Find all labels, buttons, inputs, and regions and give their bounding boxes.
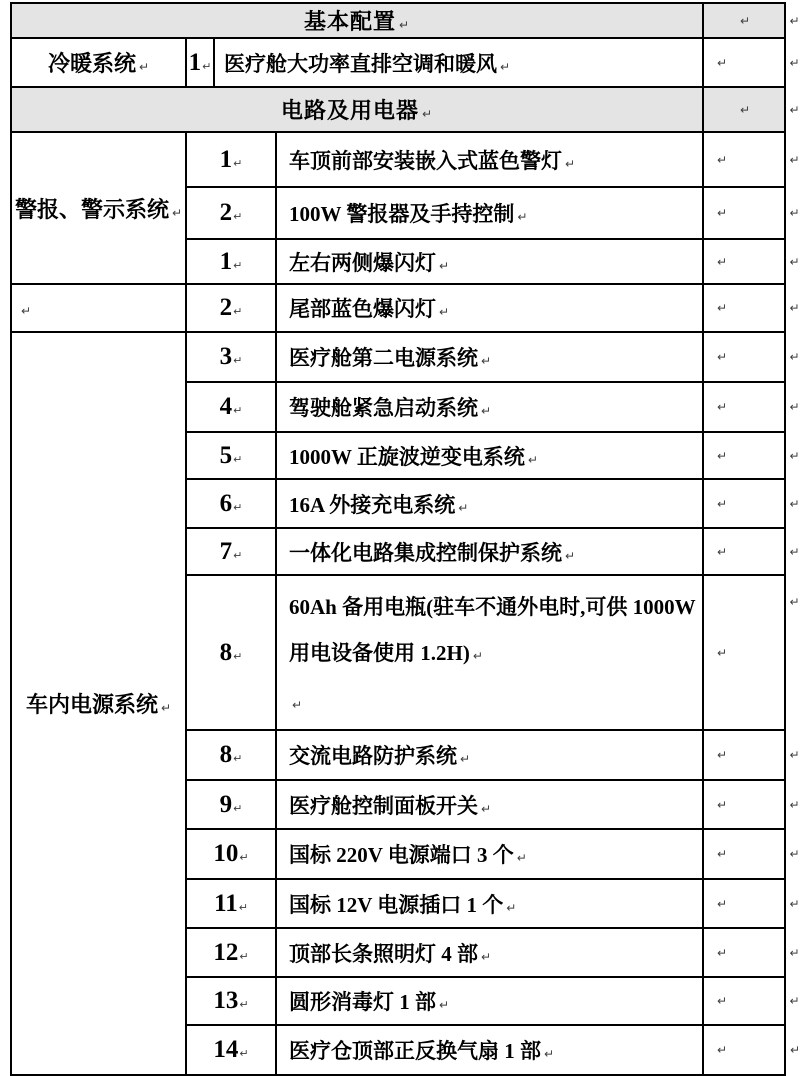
item-number: 11 [214,889,238,917]
item-number: 1 [219,247,233,275]
paragraph-mark: ↵ [789,544,800,559]
paragraph-mark: ↵ [789,301,800,315]
row-end-mark [785,332,800,382]
section-title-cell [11,87,703,132]
item-number: 9 [219,790,233,818]
row-end-mark [785,3,800,38]
paragraph-mark: ↵ [138,60,150,74]
paragraph-mark: ↵ [789,152,800,167]
paragraph-mark: ↵ [789,896,800,911]
paragraph-mark: ↵ [481,801,492,816]
paragraph-mark: ↵ [717,496,728,511]
note-cell [703,187,785,239]
paragraph-mark: ↵ [717,400,728,414]
item-desc: 顶部长条照明灯 4 部 [289,941,478,966]
category-label: 车内电源系统 [25,692,158,717]
note-cell [703,284,785,332]
item-desc-cell [276,382,703,432]
section-title-cell [11,3,703,38]
paragraph-mark: ↵ [717,1043,728,1057]
item-number-cell [186,382,276,432]
item-desc: 国标 220V 电源端口 3 个 [289,843,514,867]
note-cell [703,479,785,528]
row-end-mark [785,479,800,528]
paragraph-mark: ↵ [717,896,728,911]
item-number-cell [186,239,276,284]
item-row [11,332,800,382]
item-desc: 圆形消毒灯 1 部 [289,990,436,1014]
paragraph-mark: ↵ [233,500,243,514]
empty-paragraph [289,679,701,728]
paragraph-mark: ↵ [171,205,183,220]
paragraph-mark: ↵ [233,452,243,466]
item-number: 14 [213,1036,239,1063]
paragraph-mark: ↵ [717,152,728,167]
paragraph-mark: ↵ [565,548,576,563]
item-desc-cell [276,528,703,575]
item-desc: 一体化电路集成控制保护系统 [289,540,562,565]
item-number-cell [186,479,276,528]
item-number-cell [186,332,276,382]
paragraph-mark: ↵ [717,945,728,960]
item-desc: 尾部蓝色爆闪灯 [289,297,436,321]
category-label: 冷暖系统 [47,51,136,76]
paragraph-mark: ↵ [717,645,728,660]
configuration-table [10,2,800,1076]
item-number: 3 [219,343,233,370]
item-desc: 国标 12V 电源插口 1 个 [289,892,504,917]
paragraph-mark: ↵ [458,500,469,515]
section-extra-cell [703,3,785,38]
item-desc: 1000W 正旋波逆变电系统 [289,444,525,469]
paragraph-mark: ↵ [481,404,492,418]
paragraph-mark: ↵ [717,797,728,812]
paragraph-mark: ↵ [481,354,492,368]
item-desc-paragraph [289,584,701,679]
row-end-mark [785,382,800,432]
paragraph-mark: ↵ [460,752,471,766]
item-desc: 16A 外接充电系统 [289,492,456,517]
paragraph-mark: ↵ [789,206,800,220]
item-desc-cell [276,780,703,829]
row-end-mark [785,239,800,284]
category-cell-power [11,332,186,1075]
item-number-cell [186,730,276,780]
row-end-mark [785,928,800,977]
item-number-cell [186,928,276,977]
paragraph-mark: ↵ [717,847,728,861]
note-cell [703,879,785,928]
paragraph-mark: ↵ [789,55,800,70]
item-number-cell [186,1025,276,1075]
row-end-mark [785,528,800,575]
item-desc: 医疗舱控制面板开关 [289,793,478,818]
item-desc-cell [214,38,703,87]
item-number: 7 [219,537,233,565]
section-title: 基本配置 [303,9,396,34]
item-number-cell [186,575,276,730]
paragraph-mark: ↵ [439,258,450,273]
paragraph-mark: ↵ [789,13,800,28]
paragraph-mark: ↵ [233,752,243,765]
item-number: 8 [219,741,233,768]
note-cell [703,332,785,382]
row-end-mark [785,829,800,879]
item-desc: 左右两侧爆闪灯 [289,250,436,275]
note-cell [703,1025,785,1075]
category-label: 警报、警示系统 [14,196,169,222]
row-end-mark [785,432,800,479]
category-cell-hvac [11,38,186,87]
item-number: 8 [219,638,233,666]
paragraph-mark: ↵ [439,305,450,319]
row-end-mark [785,879,800,928]
note-cell [703,528,785,575]
paragraph-mark: ↵ [398,18,411,32]
paragraph-mark: ↵ [517,210,528,224]
item-number-cell [186,284,276,332]
paragraph-mark: ↵ [717,350,728,364]
paragraph-mark: ↵ [233,801,243,815]
item-desc-cell [276,575,703,730]
paragraph-mark: ↵ [21,304,32,318]
item-row [11,38,800,87]
paragraph-mark: ↵ [233,404,243,417]
paragraph-mark: ↵ [789,496,800,511]
item-desc-cell [276,239,703,284]
row-end-mark [785,780,800,829]
paragraph-mark: ↵ [739,13,751,28]
row-end-mark [785,730,800,780]
item-desc-cell [276,1025,703,1075]
category-cell-empty [11,284,186,332]
row-end-mark [785,187,800,239]
item-number: 4 [219,393,233,420]
item-number: 13 [213,987,239,1014]
item-desc-cell [276,730,703,780]
item-desc: 车顶前部安装嵌入式蓝色警灯 [289,148,562,173]
paragraph-mark: ↵ [292,698,303,712]
paragraph-mark: ↵ [789,994,800,1008]
paragraph-mark: ↵ [516,851,527,865]
item-number-cell [186,977,276,1025]
paragraph-mark: ↵ [717,544,728,559]
paragraph-mark: ↵ [717,748,728,762]
item-desc-cell [276,829,703,879]
paragraph-mark: ↵ [789,797,800,812]
item-number: 1 [188,48,202,76]
item-number: 2 [219,294,233,321]
item-number: 12 [213,938,239,966]
paragraph-mark: ↵ [439,998,450,1012]
note-cell [703,132,785,187]
note-cell [703,382,785,432]
item-number: 1 [219,145,233,173]
paragraph-mark: ↵ [717,448,728,463]
item-number: 5 [219,441,233,469]
section-extra-cell [703,87,785,132]
row-end-mark [785,38,800,87]
paragraph-mark: ↵ [717,301,728,315]
note-cell [703,780,785,829]
paragraph-mark: ↵ [233,305,243,318]
paragraph-mark: ↵ [233,649,243,663]
paragraph-mark: ↵ [202,59,212,73]
paragraph-mark: ↵ [789,448,800,463]
paragraph-mark: ↵ [717,994,728,1008]
item-desc-cell [276,332,703,382]
paragraph-mark: ↵ [789,102,800,117]
section-header-row [11,3,800,38]
section-header-row [11,87,800,132]
paragraph-mark: ↵ [233,210,243,223]
paragraph-mark: ↵ [789,847,800,861]
paragraph-mark: ↵ [565,156,576,171]
item-number-cell [186,829,276,879]
item-desc-cell [276,977,703,1025]
paragraph-mark: ↵ [233,258,243,272]
item-desc-cell [276,284,703,332]
item-number-cell [186,879,276,928]
paragraph-mark: ↵ [789,254,800,269]
paragraph-mark: ↵ [506,900,517,915]
paragraph-mark: ↵ [789,1043,800,1057]
item-desc-cell [276,479,703,528]
note-cell [703,38,785,87]
item-number-cell [186,187,276,239]
paragraph-mark: ↵ [233,548,243,562]
paragraph-mark: ↵ [239,949,249,963]
paragraph-mark: ↵ [481,949,492,964]
paragraph-mark: ↵ [239,1047,249,1060]
item-number: 2 [219,199,233,226]
note-cell [703,432,785,479]
note-cell [703,928,785,977]
row-end-mark [785,977,800,1025]
paragraph-mark: ↵ [472,649,483,663]
item-number-cell [186,432,276,479]
item-desc: 医疗舱大功率直排空调和暖风 [224,51,497,76]
item-desc: 医疗舱第二电源系统 [289,346,478,370]
item-desc: 100W 警报器及手持控制 [289,202,515,226]
paragraph-mark: ↵ [789,748,800,762]
paragraph-mark: ↵ [789,400,800,414]
section-title: 电路及用电器 [280,98,419,123]
paragraph-mark: ↵ [421,107,434,121]
paragraph-mark: ↵ [527,452,538,467]
item-number-cell [186,528,276,575]
item-desc: 驾驶舱紧急启动系统 [289,396,478,420]
item-desc-cell [276,928,703,977]
item-number-cell [186,132,276,187]
paragraph-mark: ↵ [717,206,728,220]
item-desc: 医疗仓顶部正反换气扇 1 部 [289,1039,541,1063]
note-cell [703,575,785,730]
paragraph-mark: ↵ [789,350,800,364]
paragraph-mark: ↵ [789,945,800,960]
item-desc-cell [276,132,703,187]
paragraph-mark: ↵ [544,1047,555,1061]
item-number: 10 [213,840,239,867]
note-cell [703,977,785,1025]
item-number-cell [186,780,276,829]
item-desc-cell [276,432,703,479]
item-row [11,284,800,332]
note-cell [703,730,785,780]
item-desc-cell [276,187,703,239]
paragraph-mark: ↵ [717,254,728,269]
item-number-cell [186,38,214,87]
item-row [11,132,800,187]
category-cell-alarm [11,132,186,284]
note-cell [703,239,785,284]
paragraph-mark: ↵ [238,900,248,914]
item-desc: 60Ah 备用电瓶(驻车不通外电时,可供 1000W 用电设备使用 1.2H) [289,595,696,665]
item-desc: 交流电路防护系统 [289,744,457,768]
item-desc-cell [276,879,703,928]
paragraph-mark: ↵ [500,59,511,74]
paragraph-mark: ↵ [160,701,172,715]
row-end-mark [785,575,800,730]
paragraph-mark: ↵ [239,851,249,864]
row-end-mark [785,1025,800,1075]
row-end-mark [785,284,800,332]
row-end-mark [785,87,800,132]
paragraph-mark: ↵ [233,156,243,170]
row-end-mark [785,132,800,187]
item-number: 6 [219,489,233,517]
paragraph-mark: ↵ [233,354,243,367]
paragraph-mark: ↵ [239,998,249,1011]
paragraph-mark: ↵ [789,595,800,609]
paragraph-mark: ↵ [717,55,728,70]
paragraph-mark: ↵ [739,102,751,117]
note-cell [703,829,785,879]
